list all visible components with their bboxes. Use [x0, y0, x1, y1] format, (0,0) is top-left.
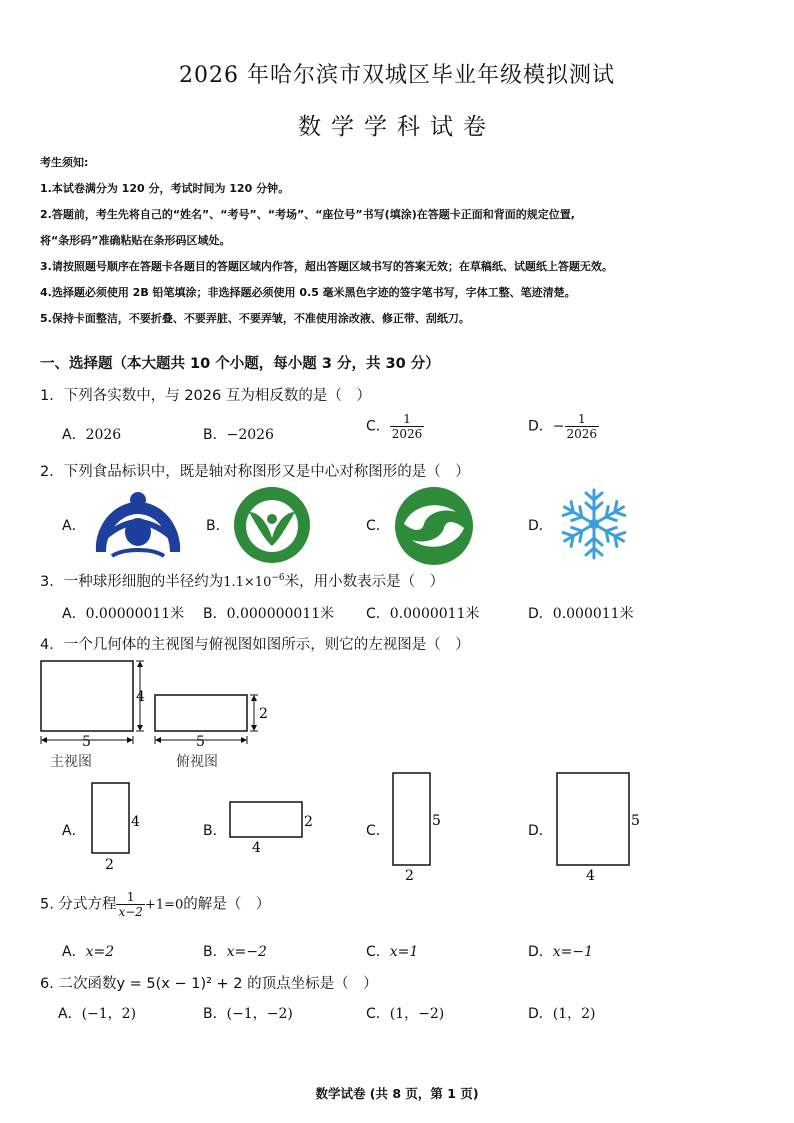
- exam-subtitle: 数学学科试卷: [298, 114, 496, 140]
- exam-title: 2026 年哈尔滨市双城区毕业年级模拟测试: [179, 63, 615, 88]
- option-value: x=−1: [552, 944, 594, 960]
- fraction: [390, 412, 425, 441]
- notice-item-3: 3.请按照题号顺序在答题卡各题目的答题区域内作答，超出答题区域书写的答案无效；在草稿纸、试题纸上答题无效。: [40, 260, 613, 273]
- fraction-denominator: x−2: [118, 905, 143, 919]
- front-view-rect: [41, 661, 133, 731]
- q1-option-b: [203, 424, 274, 444]
- notice-item-2: 2.答题前，考生先将自己的“姓名”、“考号”、“考场”、“座位号”书写(填涂)在答题卡正面和背面的规定位置,: [40, 208, 575, 221]
- option-label: C．: [366, 418, 390, 435]
- logo-d-snowflake-icon: [556, 486, 632, 562]
- section-title: 一、选择题（本大题共 10 个小题，每小题 3 分，共 30 分）: [40, 356, 440, 372]
- q5-option-a: [62, 941, 114, 961]
- option-value: 0.000000011米: [226, 606, 335, 622]
- q5-option-c: [366, 941, 418, 961]
- q1-option-c: [366, 412, 424, 441]
- option-label: D．: [528, 1006, 553, 1022]
- q4-option-b-figure: [225, 795, 325, 857]
- option-value: −2026: [226, 427, 274, 443]
- option-label: D．: [528, 418, 553, 435]
- q6-option-d: [528, 1003, 596, 1023]
- option-label: C．: [366, 606, 390, 622]
- option-label: B．: [203, 1006, 227, 1022]
- q4-option-c-label: C．: [366, 823, 390, 839]
- question-5-stem: [40, 890, 270, 919]
- q2-option-d-label: D．: [528, 518, 553, 534]
- option-value: 0.000011米: [552, 606, 634, 622]
- minus-sign: −: [552, 418, 565, 435]
- option-value: x=−2: [226, 944, 267, 960]
- exponent: −6: [271, 573, 285, 584]
- fraction: [565, 412, 600, 441]
- q2-option-a-label: A．: [62, 518, 86, 534]
- fraction-numerator: 1: [116, 890, 144, 905]
- stem-prefix: 3．一种球形细胞的半径约为: [40, 574, 224, 590]
- q4-option-c-figure: [388, 767, 448, 887]
- page-footer: 数学试卷 (共 8 页，第 1 页): [315, 1086, 479, 1101]
- scientific-number: 1.1×10: [223, 575, 272, 590]
- logo-c-green-icon: [394, 486, 474, 566]
- option-label: C．: [366, 944, 390, 960]
- q3-option-c: [366, 603, 480, 623]
- option-b-height: 2: [304, 814, 313, 830]
- stem-suffix: 米，用小数表示是（ ）: [284, 574, 445, 590]
- front-width-label: 5: [82, 734, 91, 750]
- top-height-label: 2: [259, 706, 268, 722]
- option-d-width: 4: [586, 868, 595, 884]
- fraction-numerator: 1: [390, 412, 425, 427]
- question-1-stem: 1．下列各实数中，与 2026 互为相反数的是（ ）: [40, 388, 371, 404]
- q1-option-a: [62, 424, 121, 444]
- option-c-height: 5: [432, 813, 441, 829]
- option-label: D．: [528, 606, 553, 622]
- option-d-height: 5: [631, 813, 640, 829]
- option-a-height: 4: [131, 814, 140, 830]
- q4-option-a-figure: [85, 775, 145, 875]
- fraction-numerator: 1: [565, 412, 600, 427]
- option-value: 0.0000011米: [389, 606, 480, 622]
- stem-prefix: 5. 分式方程: [40, 896, 117, 913]
- q4-option-d-label: D．: [528, 823, 553, 839]
- option-label: C．: [366, 1006, 390, 1022]
- equation-rest: +1=0: [144, 897, 184, 913]
- option-b-width: 4: [252, 840, 261, 856]
- notice-item-5: 5.保持卡面整洁，不要折叠、不要弄脏、不要弄皱，不准使用涂改液、修正带、刮纸刀。: [40, 312, 470, 325]
- option-value: 0.00000011米: [85, 606, 185, 622]
- top-view-rect: [155, 695, 247, 731]
- q2-option-c-label: C．: [366, 518, 390, 534]
- question-4-stem: 4．一个几何体的主视图与俯视图如图所示，则它的左视图是（ ）: [40, 637, 470, 653]
- fraction-denominator: 2026: [391, 427, 423, 441]
- option-a-width: 2: [105, 857, 114, 873]
- notice-item-2-cont: 将“条形码”准确粘贴在条形码区域处。: [40, 234, 231, 247]
- option-c-width: 2: [405, 868, 414, 884]
- option-value: x=2: [85, 944, 115, 960]
- q6-option-c: [366, 1003, 444, 1023]
- q2-option-b-label: B．: [206, 518, 230, 534]
- stem-suffix: 的解是（ ）: [183, 896, 271, 913]
- logo-b-green-icon: [233, 486, 311, 564]
- fraction: [116, 890, 144, 919]
- option-value: (−1，−2): [226, 1006, 293, 1022]
- option-value: (1，−2): [389, 1006, 445, 1022]
- q3-option-a: [62, 603, 184, 623]
- option-label: B．: [203, 427, 227, 443]
- q1-option-d: [528, 412, 599, 441]
- option-label: A．: [62, 606, 86, 622]
- fraction-denominator: 2026: [566, 427, 598, 441]
- question-3-stem: [40, 570, 444, 591]
- q3-option-b: [203, 603, 334, 623]
- top-view-caption: 俯视图: [176, 754, 218, 770]
- q4-views-figure: [30, 652, 290, 774]
- question-2-stem: 2．下列食品标识中，既是轴对称图形又是中心对称图形的是（ ）: [40, 464, 470, 480]
- question-6-stem: 6. 二次函数y = 5(x − 1)² + 2 的顶点坐标是（ ）: [40, 976, 378, 992]
- option-label: B．: [203, 606, 227, 622]
- top-width-label: 5: [196, 734, 205, 750]
- q3-option-d: [528, 603, 634, 623]
- option-label: A．: [58, 1006, 82, 1022]
- front-height-label: 4: [136, 689, 145, 705]
- option-label: A．: [62, 944, 86, 960]
- q5-option-d: [528, 941, 593, 961]
- notice-item-4: 4.选择题必须使用 2B 铅笔填涂；非选择题必须使用 0.5 毫米黑色字迹的签字笔书写，字体工整、笔迹清楚。: [40, 286, 576, 299]
- option-label: D．: [528, 944, 553, 960]
- option-value: (1，2): [552, 1006, 596, 1022]
- q6-option-a: [58, 1003, 136, 1023]
- q4-option-a-label: A．: [62, 823, 86, 839]
- q5-option-b: [203, 941, 267, 961]
- option-value: (−1，2): [81, 1006, 137, 1022]
- option-value: 2026: [85, 427, 122, 443]
- logo-a-blue-icon: [90, 488, 186, 560]
- option-value: x=1: [389, 944, 419, 960]
- option-label: A．: [62, 427, 86, 443]
- front-view-caption: 主视图: [50, 754, 92, 770]
- notice-heading: 考生须知:: [40, 156, 89, 169]
- q4-option-b-label: B．: [203, 823, 227, 839]
- q6-option-b: [203, 1003, 293, 1023]
- q4-option-d-figure: [552, 767, 648, 887]
- option-label: B．: [203, 944, 227, 960]
- notice-item-1: 1.本试卷满分为 120 分，考试时间为 120 分钟。: [40, 182, 290, 195]
